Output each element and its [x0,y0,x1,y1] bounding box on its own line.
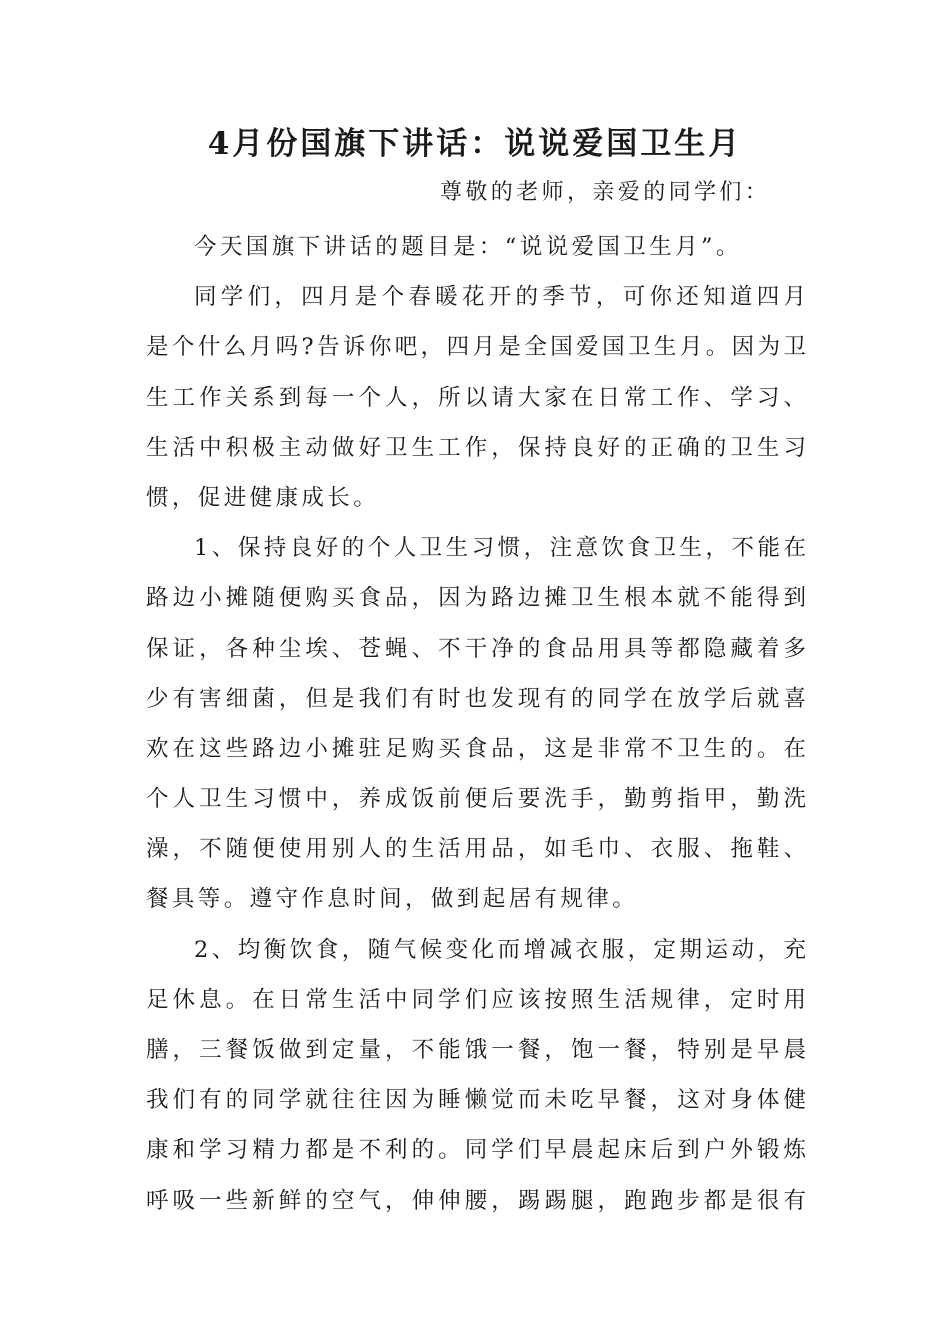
paragraph-line: 膳，三餐饭做到定量，不能饿一餐，饱一餐，特别是早晨 [146,1037,806,1063]
paragraph-line: 少有害细菌，但是我们有时也发现有的同学在放学后就喜 [146,685,806,712]
paragraph-line: 是个什么月吗?告诉你吧，四月是全国爱国卫生月。因为卫 [146,334,806,361]
paragraph-line: 2、均衡饮食，随气候变化而增减衣服，定期运动，充 [194,936,806,963]
paragraph-line: 惯，促进健康成长。 [146,484,380,511]
paragraph-line: 欢在这些路边小摊驻足购买食品，这是非常不卫生的。在 [146,735,806,762]
paragraph-line: 康和学习精力都是不利的。同学们早晨起床后到户外锻炼 [146,1137,806,1164]
document-body [146,222,806,1226]
document-title: 4月份国旗下讲话：说说爱国卫生月 [207,126,743,162]
paragraph-line: 1、保持良好的个人卫生习惯，注意饮食卫生，不能在 [194,535,806,562]
paragraph-line: 我们有的同学就往往因为睡懒觉而未吃早餐，这对身体健 [146,1087,806,1114]
paragraph-line: 呼吸一些新鲜的空气，伸伸腰，踢踢腿，跑跑步都是很有 [146,1187,806,1214]
paragraph-line: 餐具等。遵守作息时间，做到起居有规律。 [146,886,639,913]
greeting-line: 尊敬的老师，亲爱的同学们： [440,180,771,205]
paragraph-line: 生活中积极主动做好卫生工作，保持良好的正确的卫生习 [146,434,806,461]
paragraph-line: 同学们，四月是个春暖花开的季节，可你还知道四月 [194,284,806,311]
paragraph-line: 保证，各种尘埃、苍蝇、不干净的食品用具等都隐藏着多 [146,635,806,662]
paragraph-line: 生工作关系到每一个人，所以请大家在日常工作、学习、 [146,384,806,411]
paragraph-line: 路边小摊随便购买食品，因为路边摊卫生根本就不能得到 [146,585,806,612]
paragraph-line: 个人卫生习惯中，养成饭前便后要洗手，勤剪指甲，勤洗 [146,786,806,813]
paragraph-line: 澡，不随便使用别人的生活用品，如毛巾、衣服、拖鞋、 [146,836,806,863]
paragraph-line: 足休息。在日常生活中同学们应该按照生活规律，定时用 [146,986,806,1013]
paragraph-line: 今天国旗下讲话的题目是：“说说爱国卫生月”。 [194,234,742,260]
